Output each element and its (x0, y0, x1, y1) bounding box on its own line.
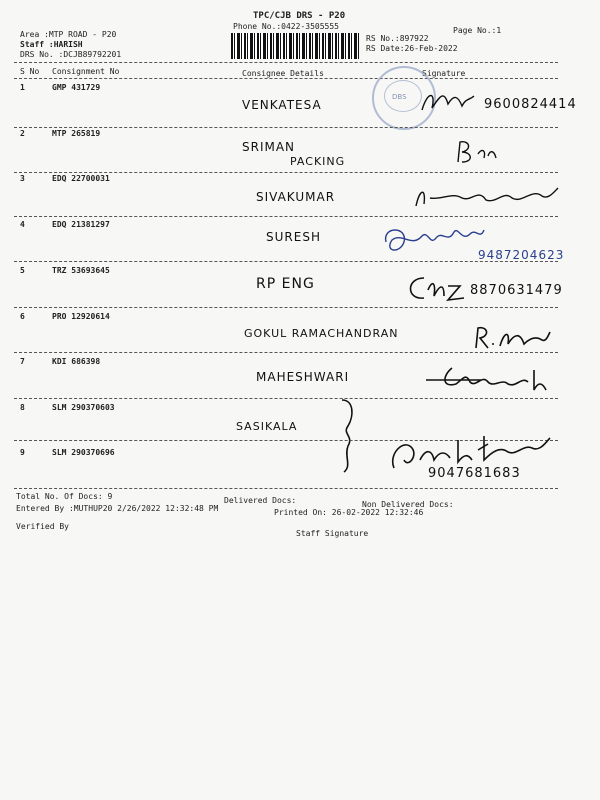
row-sno: 2 (20, 129, 25, 138)
row-consignee: SIVAKUMAR (256, 190, 336, 204)
row-sno: 3 (20, 174, 25, 183)
row-sno: 9 (20, 448, 25, 457)
signature-scribble (418, 86, 478, 118)
row-consignment: PRO 12920614 (52, 312, 110, 321)
row-sno: 4 (20, 220, 25, 229)
divider (14, 352, 558, 353)
row-sno: 8 (20, 403, 25, 412)
row-consignee-line2: PACKING (290, 155, 346, 168)
drs-number: DRS No. :DCJB89792201 (20, 50, 122, 59)
non-delivered-docs: Non Delivered Docs: (362, 500, 454, 509)
signature-scribble (402, 270, 468, 306)
row-sno: 6 (20, 312, 25, 321)
divider (14, 307, 558, 308)
divider (14, 488, 558, 489)
staff-signature: Staff Signature (296, 529, 369, 538)
col-sno: S No (20, 67, 40, 76)
verified-by: Verified By (16, 522, 69, 531)
row-consignment: SLM 290370696 (52, 448, 115, 457)
row-phone: 9487204623 (478, 248, 565, 262)
signature-scribble (472, 322, 552, 352)
row-consignment: EDQ 21381297 (52, 220, 110, 229)
row-phone: 8870631479 (470, 283, 563, 298)
row-consignment: TRZ 53693645 (52, 266, 110, 275)
divider (14, 172, 558, 173)
page-number: Page No.:1 (453, 26, 502, 35)
row-consignment: MTP 265819 (52, 129, 101, 138)
row-consignee: GOKUL RAMACHANDRAN (244, 327, 399, 340)
document-title: TPC/CJB DRS - P20 (253, 11, 346, 21)
signature-scribble (378, 222, 488, 258)
divider (14, 127, 558, 128)
row-phone: 9047681683 (428, 466, 521, 481)
signature-scribble (412, 178, 562, 214)
row-sno: 5 (20, 266, 25, 275)
divider (14, 216, 558, 217)
row-consignee: SURESH (266, 230, 321, 244)
signature-scribble (452, 136, 502, 168)
rs-date: RS Date:26-Feb-2022 (366, 44, 458, 53)
row-consignment: EDQ 22700031 (52, 174, 110, 183)
row-consignment: GMP 431729 (52, 83, 101, 92)
phone-number: Phone No.:0422-3505555 (233, 22, 339, 31)
printed-on: Printed On: 26-02-2022 12:32:46 (274, 508, 424, 517)
row-consignee: RP ENG (256, 276, 315, 292)
rs-number: RS No.:897922 (366, 34, 429, 43)
row-consignment: SLM 290370603 (52, 403, 115, 412)
stamp-text: DBS (392, 93, 407, 101)
row-consignee: VENKATESA (242, 98, 322, 112)
total-docs: Total No. Of Docs: 9 (16, 492, 113, 501)
col-consignment: Consignment No (52, 67, 120, 76)
brace-mark (336, 396, 362, 476)
divider (14, 62, 558, 63)
row-consignment: KDI 686398 (52, 357, 101, 366)
row-sno: 1 (20, 83, 25, 92)
col-signature: Signature (422, 69, 466, 78)
row-consignee: MAHESHWARI (256, 370, 350, 384)
row-consignee: SRIMAN (242, 140, 296, 154)
staff-label: Staff :HARISH (20, 40, 83, 49)
row-consignee: SASIKALA (236, 420, 298, 433)
divider (14, 78, 558, 79)
area-label: Area :MTP ROAD - P20 (20, 30, 117, 39)
barcode (231, 33, 359, 59)
divider (14, 261, 558, 262)
row-sno: 7 (20, 357, 25, 366)
delivered-docs: Delivered Docs: (224, 496, 297, 505)
signature-scribble (422, 362, 552, 394)
col-consignee: Consignee Details (242, 69, 324, 78)
divider (14, 398, 558, 399)
entered-by: Entered By :MUTHUP20 2/26/2022 12:32:48 PM (16, 504, 219, 513)
row-phone: 9600824414 (484, 97, 577, 112)
